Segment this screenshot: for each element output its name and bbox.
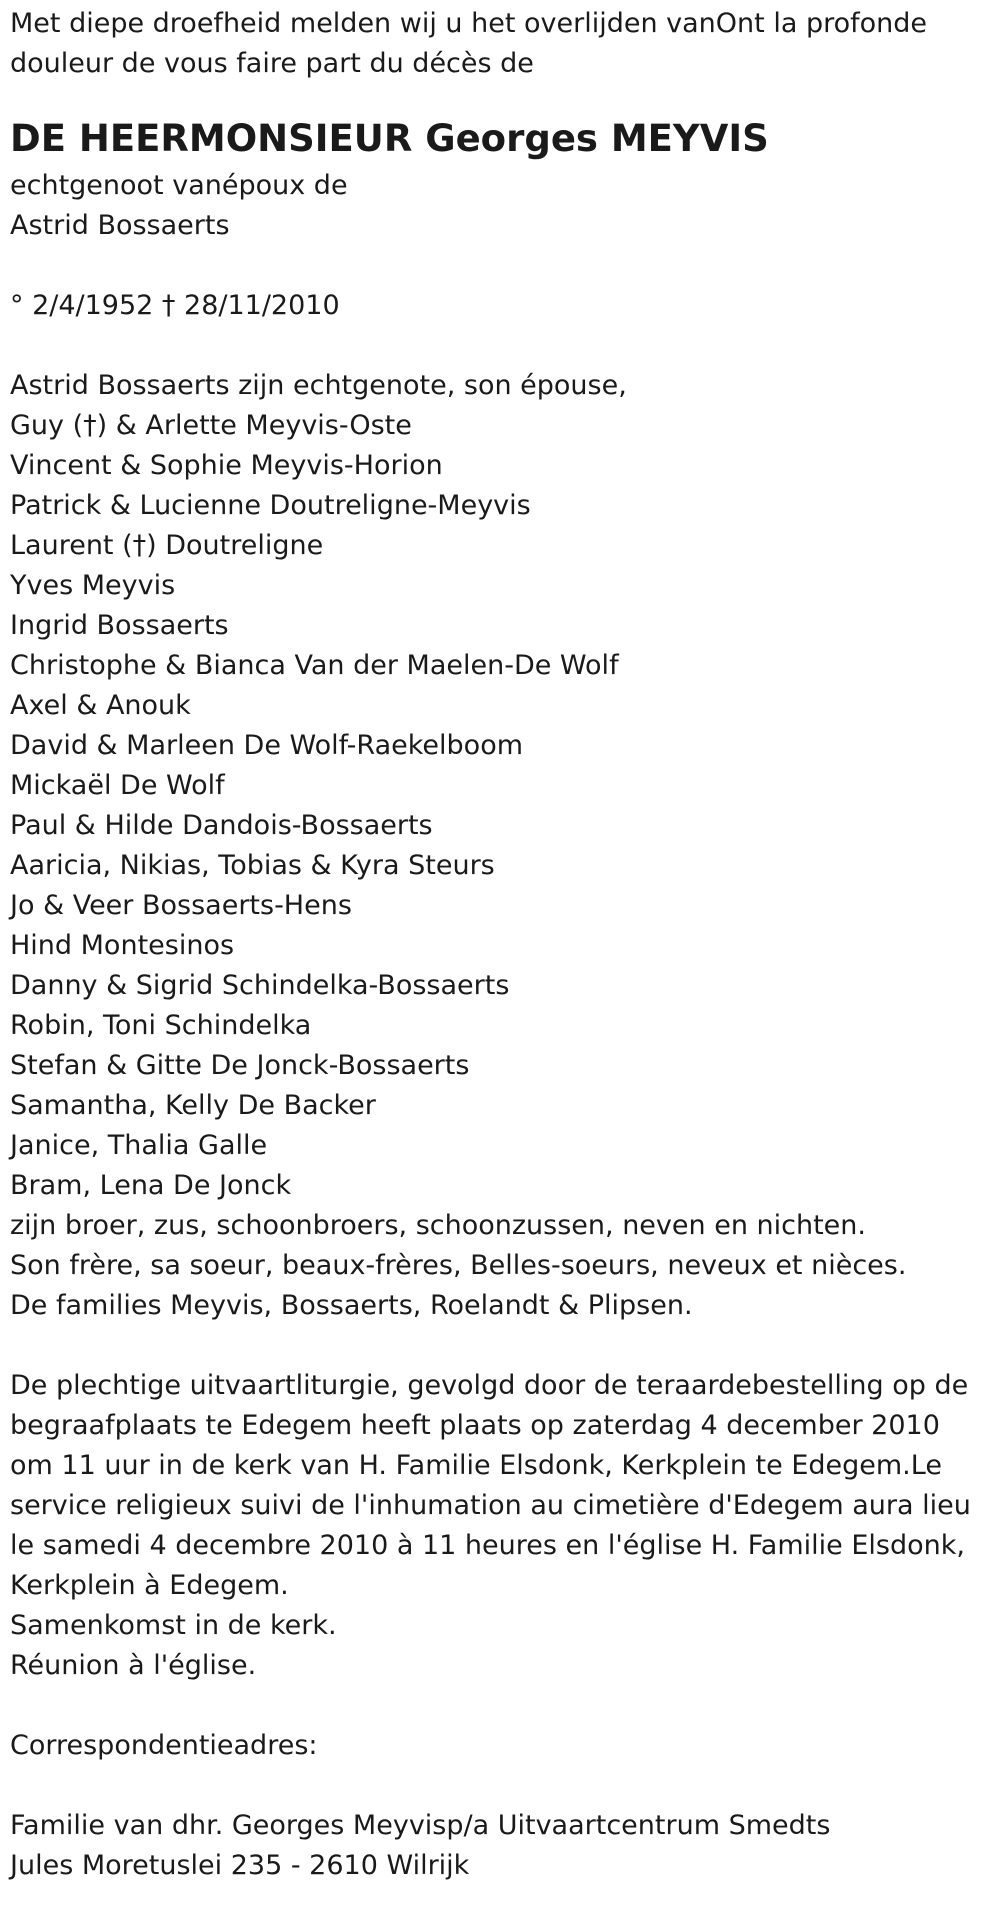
correspondence-label: Correspondentieadres: [10,1730,318,1761]
mourner-line: Axel & Anouk [10,690,191,721]
mourner-line: Jo & Veer Bossaerts-Hens [10,890,352,921]
address-line-2: Jules Moretuslei 235 - 2610 Wilrijk [10,1850,470,1881]
spacer [10,246,990,286]
mourner-line: Vincent & Sophie Meyvis-Horion [10,450,443,481]
mourner-line: Robin, Toni Schindelka [10,1010,312,1041]
life-dates: ° 2/4/1952 † 28/11/2010 [10,290,340,321]
mourner-line: De families Meyvis, Bossaerts, Roelandt & Plipsen. [10,1290,693,1321]
funeral-service-text: De plechtige uitvaartliturgie, gevolgd door de teraardebestelling op de begraafplaats te Edegem heeft plaats op zaterdag 4 december 2010 om 11 uur in de kerk van H. Familie Elsdonk, Kerkplein te Edegem.Le service religieux suivi de l'inhumation au cimetière d'Edegem aura lieu le samedi 4 decembre 2010 à 11 heures en l'église H. Familie Elsdonk, Kerkplein à Edegem. [10,1370,971,1601]
mourner-line: Bram, Lena De Jonck [10,1170,292,1201]
mourner-line: zijn broer, zus, schoonbroers, schoonzussen, neven en nichten. [10,1210,866,1241]
mourner-line: Stefan & Gitte De Jonck-Bossaerts [10,1050,470,1081]
mourner-line: Danny & Sigrid Schindelka-Bossaerts [10,970,510,1001]
intro-text: Met diepe droefheid melden wij u het overlijden vanOnt la profonde douleur de vous faire part du décès de [10,8,928,79]
mourner-line: David & Marleen De Wolf-Raekelboom [10,730,524,761]
gathering-fr: Réunion à l'église. [10,1650,257,1681]
spacer [10,326,990,366]
spouse-label: echtgenoot vanépoux de [10,170,348,201]
spacer [10,1686,990,1726]
mourner-line: Hind Montesinos [10,930,235,961]
deceased-name: DE HEERMONSIEUR Georges MEYVIS [10,117,769,160]
spacer [10,1766,990,1806]
gathering-nl: Samenkomst in de kerk. [10,1610,337,1641]
mourner-line: Son frère, sa soeur, beaux-frères, Belles-soeurs, neveux et nièces. [10,1250,907,1281]
mourners-list [10,366,990,1326]
mourner-line: Aaricia, Nikias, Tobias & Kyra Steurs [10,850,495,881]
mourner-line: Christophe & Bianca Van der Maelen-De Wolf [10,650,619,681]
spouse-name: Astrid Bossaerts [10,210,230,241]
mourner-line: Yves Meyvis [10,570,176,601]
mourner-line: Ingrid Bossaerts [10,610,229,641]
mourner-line: Paul & Hilde Dandois-Bossaerts [10,810,433,841]
mourner-line: Patrick & Lucienne Doutreligne-Meyvis [10,490,531,521]
mourner-line: Astrid Bossaerts zijn echtgenote, son épouse, [10,370,627,401]
mourner-line: Janice, Thalia Galle [10,1130,268,1161]
mourner-line: Samantha, Kelly De Backer [10,1090,376,1121]
mourner-line: Mickaël De Wolf [10,770,225,801]
mourner-line: Laurent (†) Doutreligne [10,530,324,561]
address-line-1: Familie van dhr. Georges Meyvisp/a Uitvaartcentrum Smedts [10,1810,831,1841]
mourner-line: Guy (†) & Arlette Meyvis-Oste [10,410,412,441]
spacer [10,1326,990,1366]
